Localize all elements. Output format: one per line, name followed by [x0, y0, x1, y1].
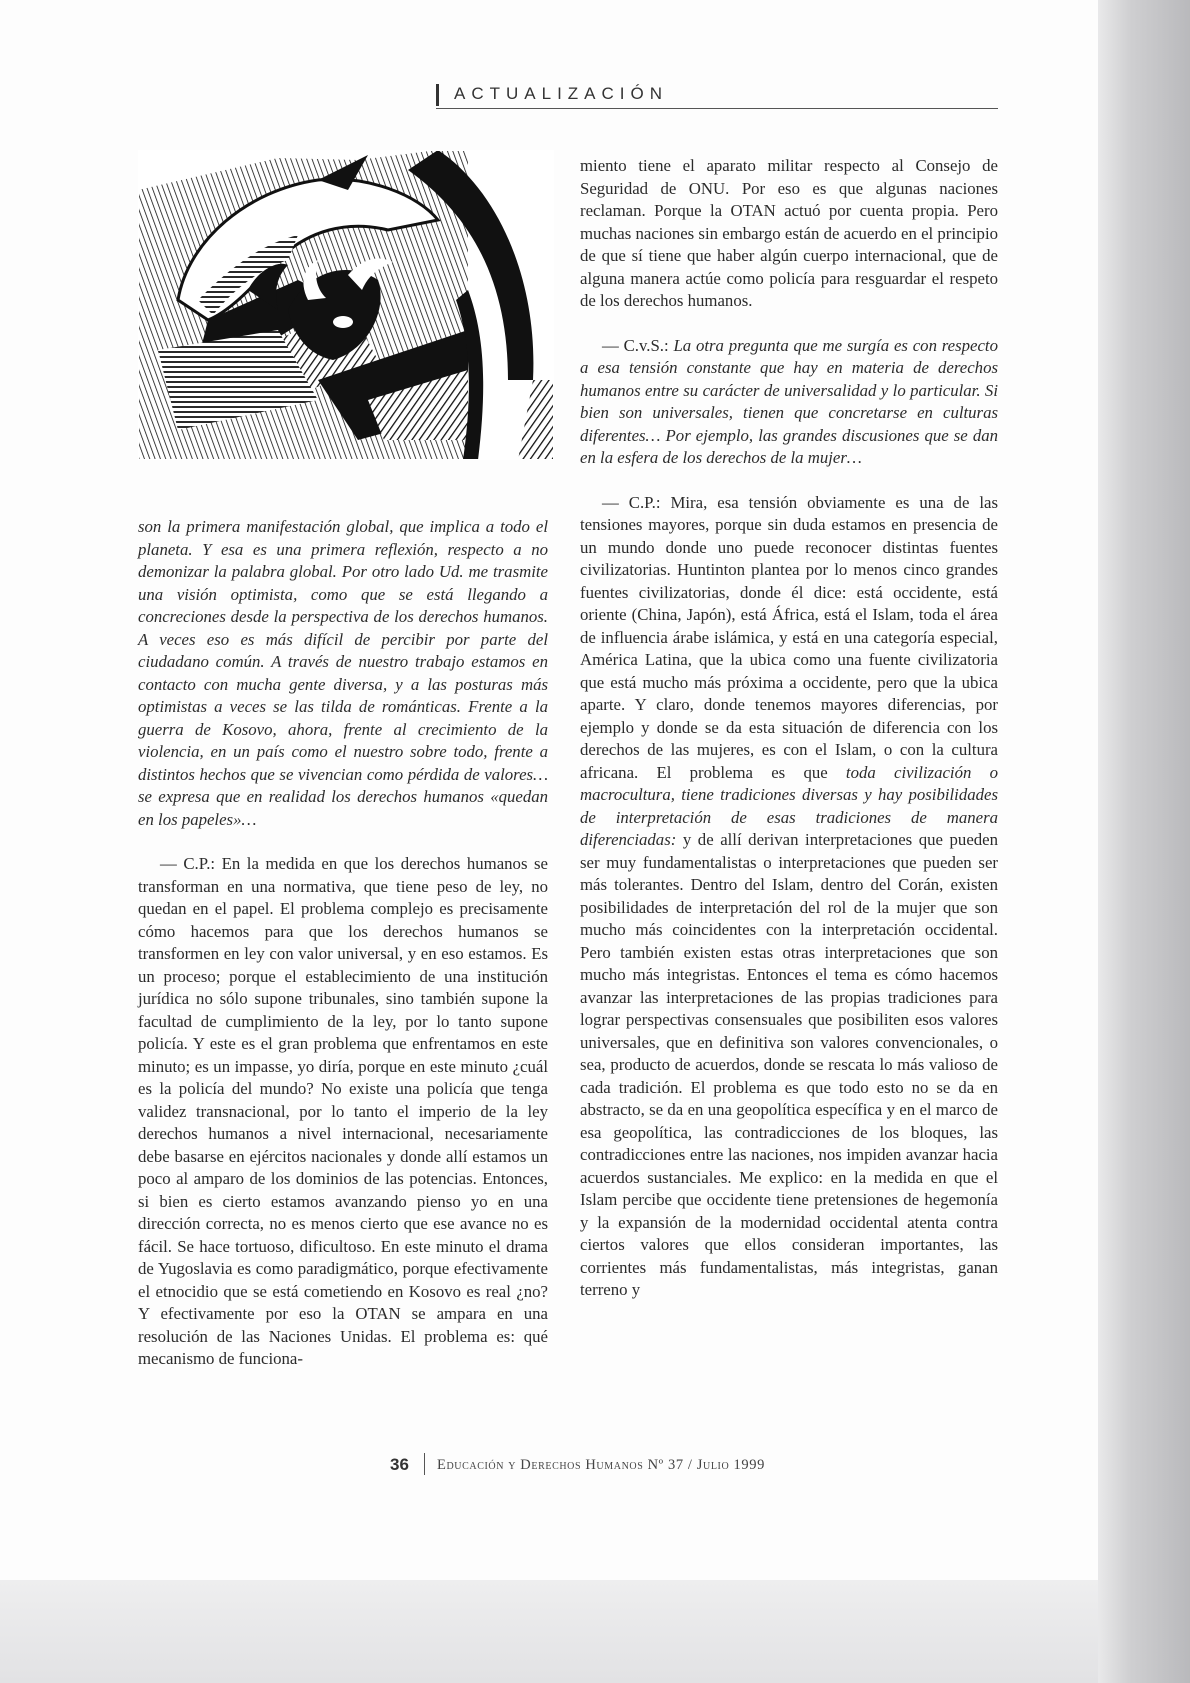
footer-divider [424, 1453, 425, 1475]
publication-info: Educación y Derechos Humanos Nº 37 / Julio 1999 [437, 1457, 765, 1473]
interviewer-statement: son la primera manifestación global, que implica a todo el planeta. Y esa es una primera reflexión, respecto a no demonizar la palabra global. Por otro lado Ud. me trasmite una visión optimista, como que se está llegando a concreciones desde la perspectiva de los derechos humanos. A veces eso es más difícil de percibir por parte del ciudadano común. A través de nuestro trabajo estamos en contacto con mucha gente diversa, y a las posturas más optimistas a veces se las tilda de románticas. Frente a la guerra de Kosovo, ahora, frente al crecimiento de la violencia, en un país como el nuestro sobre todo, frente a distintos hechos que se vivencian como pérdida de valores… se expresa que en realidad los derechos humanos «quedan en los papeles»… [138, 517, 548, 829]
speaker-label: — C.P.: [602, 492, 671, 512]
speaker-label: — C.v.S.: [602, 335, 674, 355]
scanner-bed [0, 1580, 1098, 1683]
answer-text-part1: Mira, esa tensión obviamente es una de las tensiones mayores, porque sin duda estamos en presencia de un mundo donde uno puede reconocer distintas fuentes civilizatorias. Huntinton plantea por lo menos cinco grandes fuentes civilizatorias, donde él dice: está occidente, está oriente (China, Japón), está África, está el Islam, toda el área de influencia árabe islámica, y está en una categoría especial, América Latina, que la ubica como una fuente civilizatoria que está mucho más próxima a occidente, pero que la ubica aparte. Y claro, donde tenemos mayores diferencias, por ejemplo y donde se da esta situación de diferencia con los derechos de las mujeres, es con el Islam, o con la cultura africana. El problema es que [580, 492, 999, 782]
answer-text: En la medida en que los derechos humanos se transforman en una normativa, que tiene peso de ley, no quedan en el papel. El problema complejo es precisamente cómo hacemos para que los derechos humanos se transformen en ley con valor universal, y en eso estamos. Es un proceso; porque el establecimiento de una institución jurídica no sólo supone tribunales, sino también supone la facultad de cumplimiento de la ley, por lo tanto supone policía. Y este es el gran problema que enfrentamos en este minuto; es un impasse, yo diría, porque en este minuto ¿cuál es la policía del mundo? No existe una policía que tenga validez transnacional, por lo tanto el imperio de la ley derechos humanos a nivel internacional, necesariamente debe basarse en ejércitos nacionales y donde allí estamos un poco al amparo de los dominios de las potencias. Entonces, si bien es cierto estamos avanzando pienso yo en una dirección correcta, no es menos cierto que ese avance no es fácil. Se hace tortuoso, dificultoso. En este minuto el drama de Yugoslavia es como paradigmático, porque efectivamente el etnocidio que se está cometiendo en Kosovo es real ¿no? Y efectivamente por eso la OTAN se ampara en una resolución de las Naciones Unidas. El problema es: qué mecanismo de funciona- [138, 854, 549, 1368]
answer-paragraph [138, 853, 548, 1371]
answer-paragraph [580, 492, 998, 1302]
woodcut-illustration-icon [138, 150, 554, 460]
question-text: La otra pregunta que me surgía es con respecto a esa tensión constante que hay en materia de derechos humanos entre su carácter de universalidad y lo particular. Si bien son universales, tienen que concretarse en culturas diferentes… Por ejemplo, las grandes discusiones que se dan en la esfera de los derechos de la mujer… [580, 335, 998, 467]
continuation-paragraph: miento tiene el aparato militar respecto al Consejo de Seguridad de ONU. Por eso es que algunas naciones reclaman. Porque la OTAN actuó por cuenta propia. Pero muchas naciones sin embargo están de acuerdo en el principio de que sí tiene que haber algún cuerpo internacional, que de alguna manera actúe como policía para resguardar el respeto de los derechos humanos. [580, 156, 998, 310]
question-paragraph [580, 335, 998, 470]
right-column [580, 155, 998, 1302]
speaker-label: — C.P.: [160, 854, 222, 873]
page-footer [390, 1453, 990, 1479]
answer-text-part2: y de allí derivan interpretaciones que pueden ser muy fundamentalistas o interpretaciones que pueden ser más tolerantes. Dentro del Islam, dentro del Corán, existen posibilidades de interpretación del rol de la mujer que son mucho más coincidentes con la interpretación occidental. Pero también existen estas otras interpretaciones que son mucho más integristas. Entonces el tema es cómo hacemos avanzar las interpretaciones de las propias tradiciones para lograr perspectivas consensuales que posibiliten esos valores universales, que en definitiva son valores convencionales, o sea, producto de acuerdos, donde se rescata lo más valioso de cada tradición. El problema es que todo esto no se da en abstracto, se da en una geopolítica específica y en el marco de esa geopolítica, las contradicciones de los bloques, las contradicciones entre las naciones, nos impiden avanzar hacia acuerdos sustanciales. Me explico: en la medida en que el Islam percibe que occidente tiene pretensiones de hegemonía y la expansión de la modernidad occidental atenta contra ciertos valores que ellos consideran importantes, las corrientes más fundamentalistas, más integristas, ganan terreno y [580, 830, 998, 1299]
section-title: ACTUALIZACIÓN [454, 84, 669, 103]
page-spine-shadow [1098, 0, 1190, 1683]
page-number: 36 [390, 1455, 409, 1474]
left-column [138, 516, 548, 1371]
woodcut-illustration [138, 150, 554, 460]
section-header [436, 82, 998, 109]
answer-text-italic: toda civilización o macrocultura, tiene tradiciones diversas y hay posibilidades de interpretación de esas tradiciones de manera diferenciadas: [580, 762, 998, 849]
header-bar [436, 84, 439, 106]
